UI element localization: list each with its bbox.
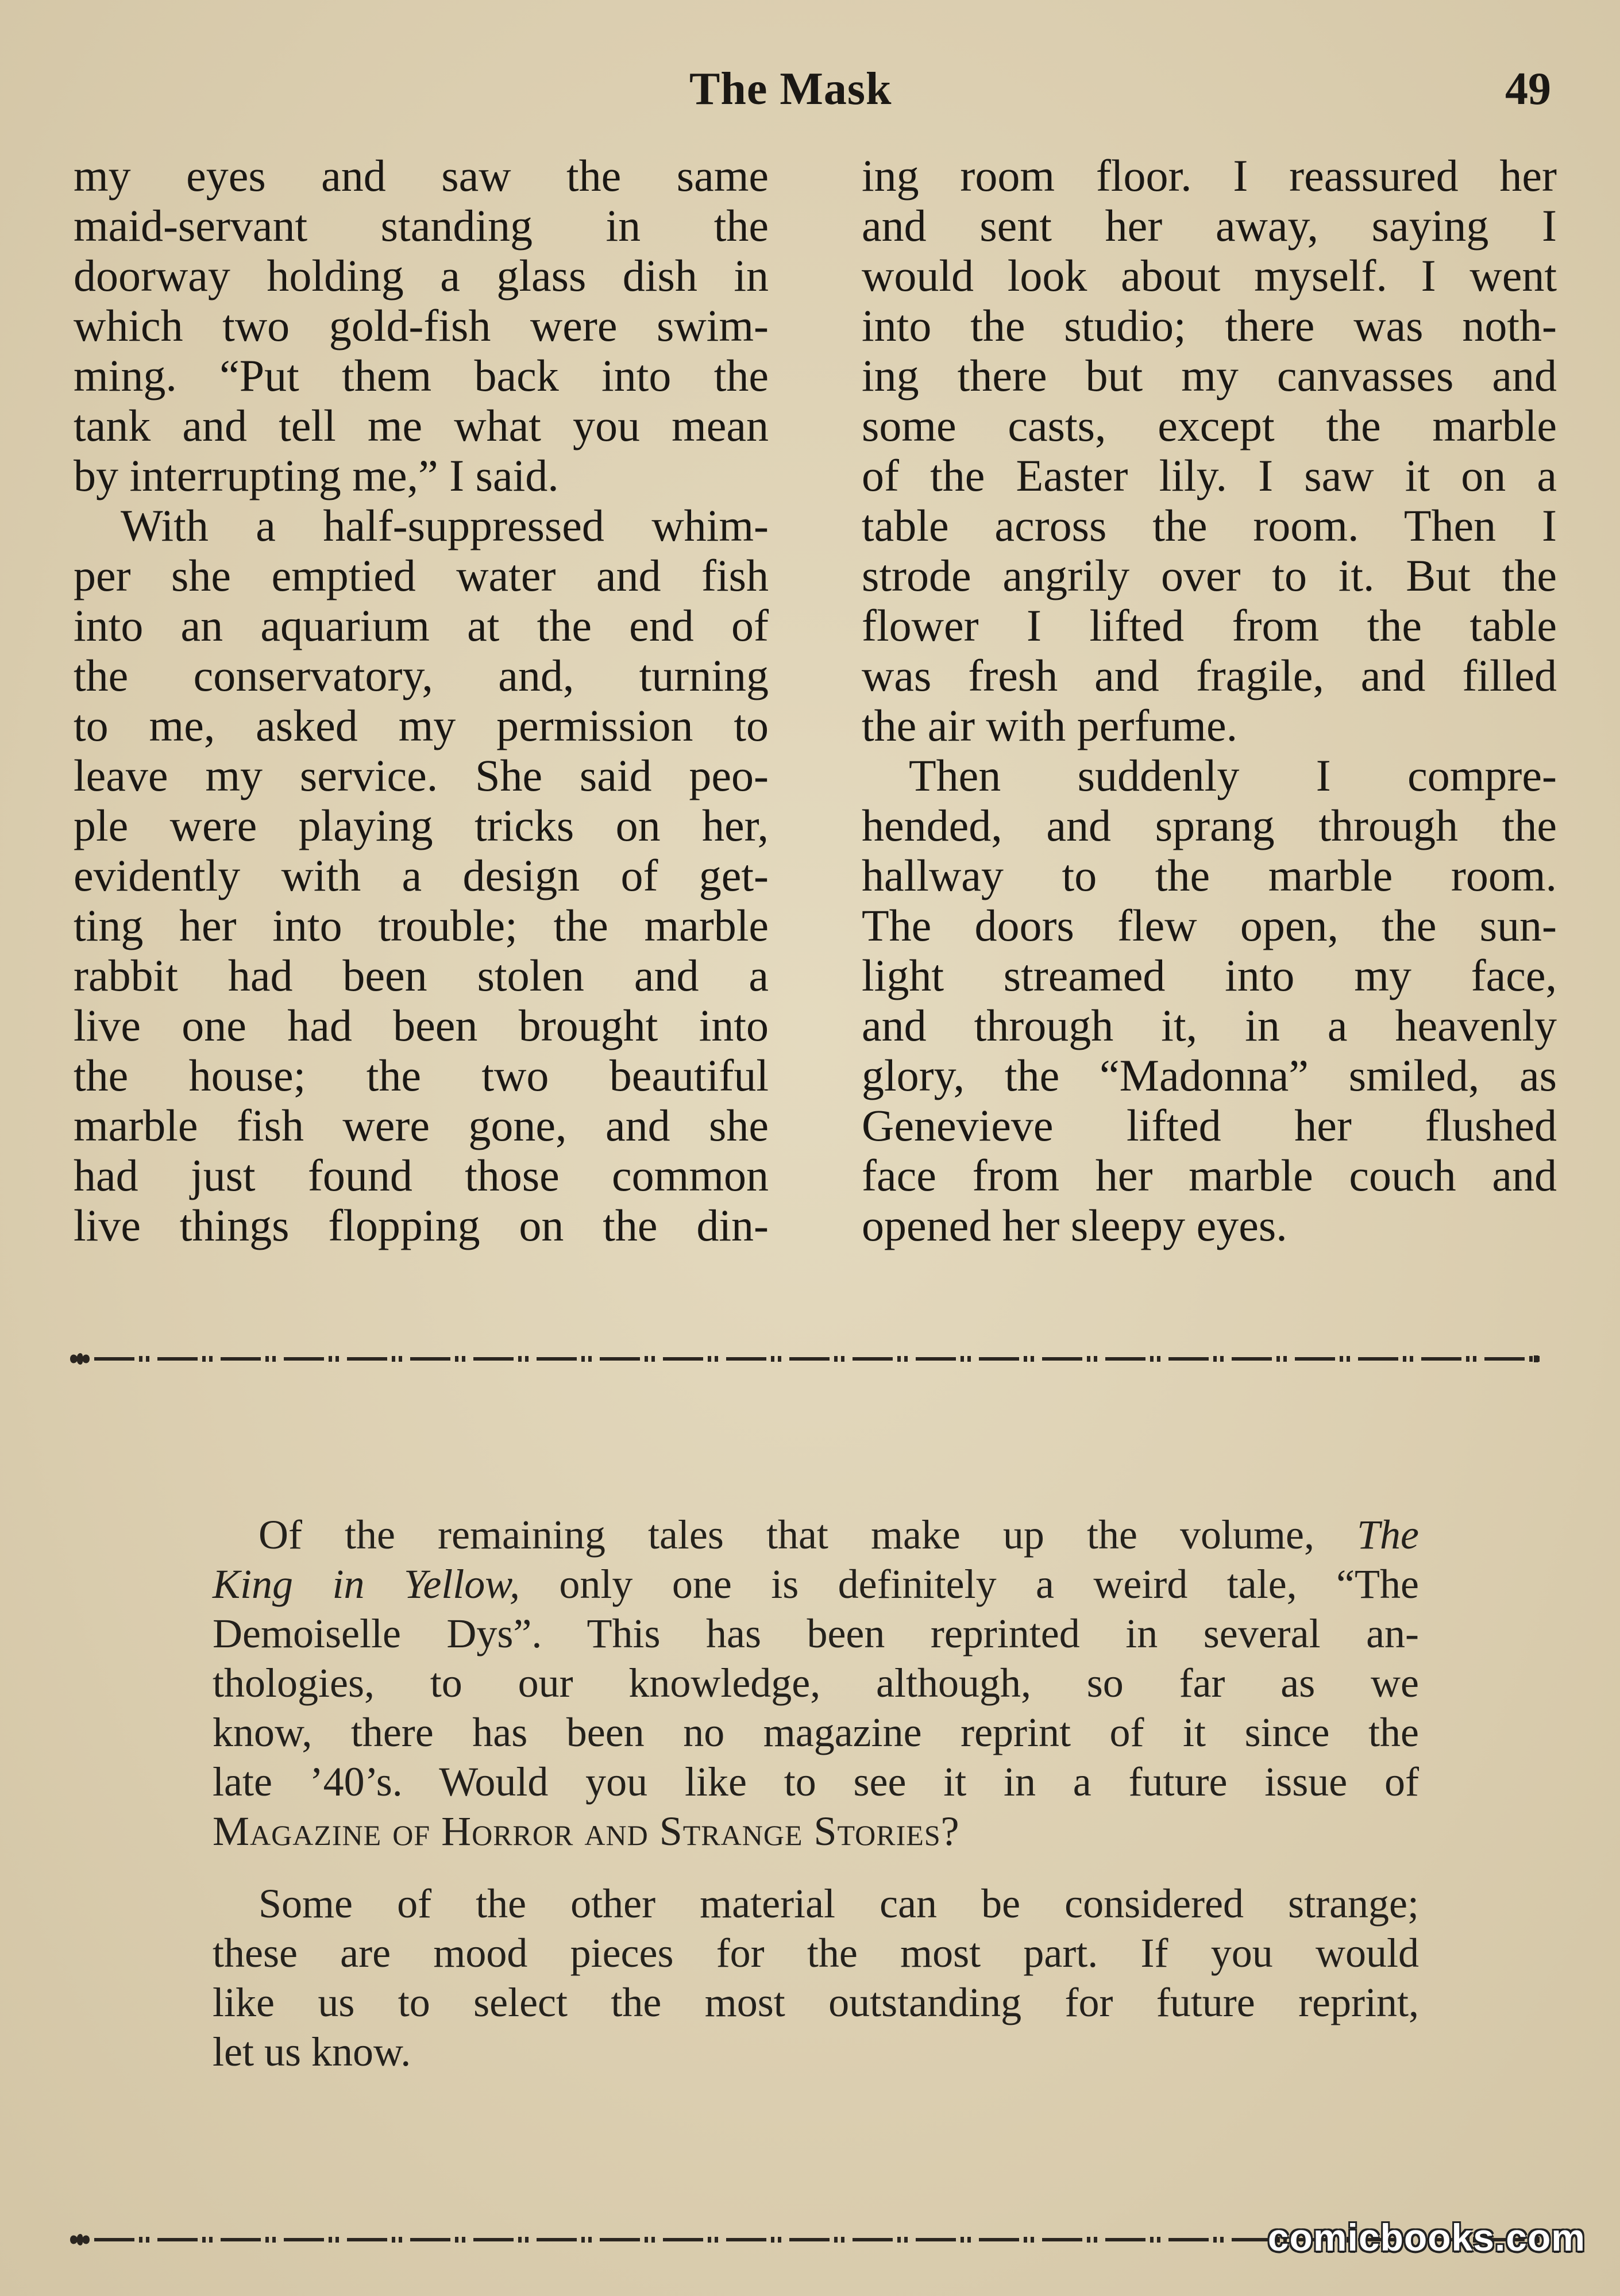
story-line: ing room floor. I reassured her <box>862 151 1557 201</box>
editorial-line <box>213 1806 1419 1856</box>
story-column-right <box>862 151 1557 1250</box>
editorial-line: Demoiselle Dys”. This has been reprinted in several an- <box>213 1611 1419 1656</box>
story-line: of the Easter lily. I saw it on a <box>862 450 1557 500</box>
story-line: and sent her away, saying I <box>862 201 1557 251</box>
story-line: glory, the “Madonna” smiled, as <box>862 1050 1557 1100</box>
editorial-line: Some of the other material can be considered strange; <box>259 1881 1419 1927</box>
story-line: and through it, in a heavenly <box>862 1000 1557 1050</box>
story-line: was fresh and fragile, and filled <box>862 650 1557 700</box>
story-line: live one had been brought into <box>74 1000 769 1050</box>
story-line: ing there but my canvasses and <box>862 350 1557 400</box>
page-header <box>0 57 1620 121</box>
story-line: face from her marble couch and <box>862 1150 1557 1200</box>
story-column-left <box>74 151 769 1250</box>
story-line: Genevieve lifted her flushed <box>862 1100 1557 1150</box>
story-line: ple were playing tricks on her, <box>74 800 769 850</box>
story-line: hended, and sprang through the <box>862 800 1557 850</box>
story-line: would look about myself. I went <box>862 251 1557 301</box>
editorial-line: let us know. <box>213 2029 411 2075</box>
story-line: my eyes and saw the same <box>74 151 769 201</box>
editorial-line <box>213 1510 1419 1559</box>
story-line: table across the room. Then I <box>862 500 1557 550</box>
story-line: the house; the two beautiful <box>74 1050 769 1100</box>
book-title: King in Yellow, <box>213 1561 520 1607</box>
editorial-line: late ’40’s. Would you like to see it in a future issue of <box>213 1759 1419 1805</box>
editorial-line: know, there has been no magazine reprint of it since the <box>213 1709 1419 1755</box>
story-line: maid-servant standing in the <box>74 201 769 251</box>
story-line: strode angrily over to it. But the <box>862 550 1557 600</box>
editorial-line: like us to select the most outstanding for future reprint, <box>213 1979 1419 2025</box>
page-number: 49 <box>1505 64 1551 114</box>
editorial-text: ? <box>940 1808 959 1854</box>
story-line: evidently with a design of get- <box>74 850 769 900</box>
story-line: to me, asked my permission to <box>74 700 769 750</box>
story-line: live things flopping on the din- <box>74 1200 769 1250</box>
editorial-line: these are mood pieces for the most part. If you would <box>213 1930 1419 1976</box>
story-line: into an aquarium at the end of <box>74 600 769 650</box>
paragraph-gap <box>213 1856 1419 1879</box>
story-line: had just found those common <box>74 1150 769 1200</box>
story-line: The doors flew open, the sun- <box>862 900 1557 950</box>
story-line: ting her into trouble; the marble <box>74 900 769 950</box>
story-line: the conservatory, and, turning <box>74 650 769 700</box>
ornamental-divider-graphic <box>68 1350 1542 1367</box>
story-line: the air with perfume. <box>862 700 1238 750</box>
editorial-text: Of the remaining tales that make up the volume, <box>259 1512 1357 1558</box>
story-line: marble fish were gone, and she <box>74 1100 769 1150</box>
story-line: hallway to the marble room. <box>862 850 1557 900</box>
story-line: With a half-suppressed whim- <box>121 500 769 550</box>
story-line: opened her sleepy eyes. <box>862 1200 1287 1250</box>
editorial-line <box>213 1559 1419 1609</box>
story-line: into the studio; there was noth- <box>862 301 1557 350</box>
watermark: comicbooks.com <box>1267 2216 1586 2259</box>
story-line: light streamed into my face, <box>862 950 1557 1000</box>
story-line: by interrupting me,” I said. <box>74 450 559 500</box>
story-line: ming. “Put them back into the <box>74 350 769 400</box>
editorial-line: thologies, to our knowledge, although, so far as we <box>213 1660 1419 1706</box>
magazine-name: Magazine of Horror and Strange Stories <box>213 1808 941 1854</box>
editorial-text: only one is definitely a weird tale, “The <box>519 1561 1419 1607</box>
book-title: The <box>1357 1512 1419 1558</box>
story-line: per she emptied water and fish <box>74 550 769 600</box>
story-line: some casts, except the marble <box>862 400 1557 450</box>
story-line: Then suddenly I compre- <box>909 750 1557 800</box>
running-title: The Mask <box>689 64 892 114</box>
story-line: leave my service. She said peo- <box>74 750 769 800</box>
story-line: doorway holding a glass dish in <box>74 251 769 301</box>
story-line: rabbit had been stolen and a <box>74 950 769 1000</box>
editorial-note <box>213 1510 1419 2077</box>
ornamental-divider <box>68 1350 1542 1367</box>
story-line: tank and tell me what you mean <box>74 400 769 450</box>
story-line: which two gold-fish were swim- <box>74 301 769 350</box>
story-line: flower I lifted from the table <box>862 600 1557 650</box>
